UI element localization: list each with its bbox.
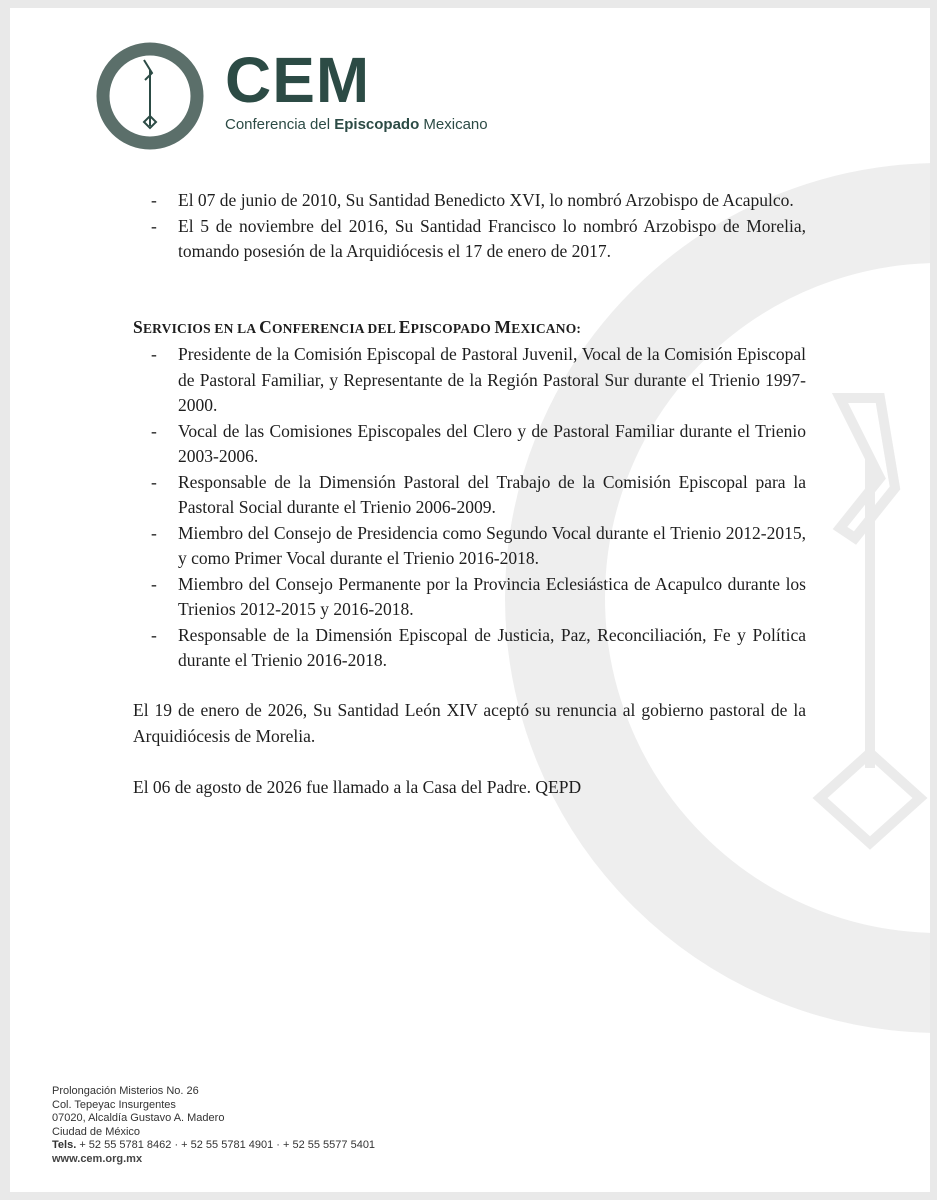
list-item-text: Miembro del Consejo Permanente por la Provincia Eclesiástica de Acapulco durante los Trienios 2012-2015 y 2016-2018. bbox=[178, 573, 806, 619]
list-item bbox=[133, 342, 806, 419]
phone-line bbox=[52, 1139, 375, 1153]
document-page bbox=[10, 8, 930, 1192]
list-item-text: Vocal de las Comisiones Episcopales del Clero y de Pastoral Familiar durante el Trienio 2003-2006. bbox=[178, 420, 806, 466]
list-item-text: Responsable de la Dimensión Episcopal de Justicia, Paz, Reconciliación, Fe y Política durante el Trienio 2016-2018. bbox=[178, 624, 806, 670]
heading-initial: E bbox=[398, 317, 411, 337]
footer-address bbox=[52, 1085, 375, 1166]
phone-numbers: + 52 55 5781 8462 · + 52 55 5781 4901 · + 52 55 5577 5401 bbox=[76, 1139, 376, 1151]
heading-smallcaps: PISCOPADO bbox=[410, 321, 495, 336]
list-item-text: Presidente de la Comisión Episcopal de Pastoral Juvenil, Vocal de la Comisión Episcopal de Pastoral Familiar, y Representante de la Región Pastoral Sur durante el Trienio 1997-2000. bbox=[178, 344, 806, 415]
death-notice-paragraph: El 06 de agosto de 2026 fue llamado a la Casa del Padre. QEPD bbox=[133, 777, 582, 797]
appointments-list bbox=[133, 188, 806, 265]
dash-bullet: - bbox=[151, 624, 157, 645]
list-item-text: El 07 de junio de 2010, Su Santidad Benedicto XVI, lo nombró Arzobispo de Acapulco. bbox=[178, 190, 794, 210]
brand-name-bold: Episcopado bbox=[334, 116, 420, 133]
list-item bbox=[133, 623, 806, 674]
website-link[interactable]: www.cem.org.mx bbox=[52, 1152, 143, 1165]
heading-smallcaps: ONFERENCIA DEL bbox=[271, 321, 399, 336]
list-item-text: El 5 de noviembre del 2016, Su Santidad Francisco lo nombró Arzobispo de Morelia, tomando posesión de la Arquidiócesis el 17 de enero de 2017. bbox=[178, 215, 806, 261]
services-list bbox=[133, 342, 806, 674]
dash-bullet: - bbox=[151, 522, 157, 543]
cem-logo-icon bbox=[92, 38, 208, 154]
heading-smallcaps: EXICANO: bbox=[511, 321, 582, 336]
heading-initial: M bbox=[494, 317, 512, 337]
dash-bullet: - bbox=[151, 344, 157, 364]
brand-fullname bbox=[225, 116, 488, 133]
phone-label: Tels. bbox=[52, 1139, 77, 1151]
list-item-text: Miembro del Consejo de Presidencia como Segundo Vocal durante el Trienio 2012-2015, y como Primer Vocal durante el Trienio 2016-2018. bbox=[178, 522, 806, 568]
heading-smallcaps: ERVICIOS EN LA bbox=[142, 321, 260, 336]
resignation-paragraph: El 19 de enero de 2026, Su Santidad León XIV aceptó su renuncia al gobierno pastoral de la Arquidiócesis de Morelia. bbox=[133, 700, 806, 746]
dash-bullet: - bbox=[151, 215, 157, 236]
list-item bbox=[133, 188, 806, 214]
list-item bbox=[133, 214, 806, 265]
dash-bullet: - bbox=[151, 420, 157, 441]
dash-bullet: - bbox=[151, 471, 157, 492]
list-item bbox=[133, 521, 806, 572]
address-line: Col. Tepeyac Insurgentes bbox=[52, 1098, 176, 1111]
dash-bullet: - bbox=[151, 190, 157, 210]
section-heading bbox=[133, 317, 581, 338]
heading-initial: C bbox=[259, 317, 272, 337]
brand-name-suffix: Mexicano bbox=[419, 116, 488, 133]
dash-bullet: - bbox=[151, 573, 157, 594]
list-item-text: Responsable de la Dimensión Pastoral del Trabajo de la Comisión Episcopal para la Pastoral Social durante el Trienio 2006-2009. bbox=[178, 471, 806, 517]
list-item bbox=[133, 572, 806, 623]
brand-name-prefix: Conferencia del bbox=[225, 116, 335, 133]
list-item bbox=[133, 470, 806, 521]
address-line: Prolongación Misterios No. 26 bbox=[52, 1085, 199, 1097]
heading-initial: S bbox=[133, 317, 143, 337]
list-item bbox=[133, 419, 806, 470]
address-line: 07020, Alcaldía Gustavo A. Madero bbox=[52, 1112, 225, 1124]
address-line: Ciudad de México bbox=[52, 1125, 141, 1138]
brand-block bbox=[225, 44, 488, 133]
brand-acronym: CEM bbox=[225, 44, 371, 116]
